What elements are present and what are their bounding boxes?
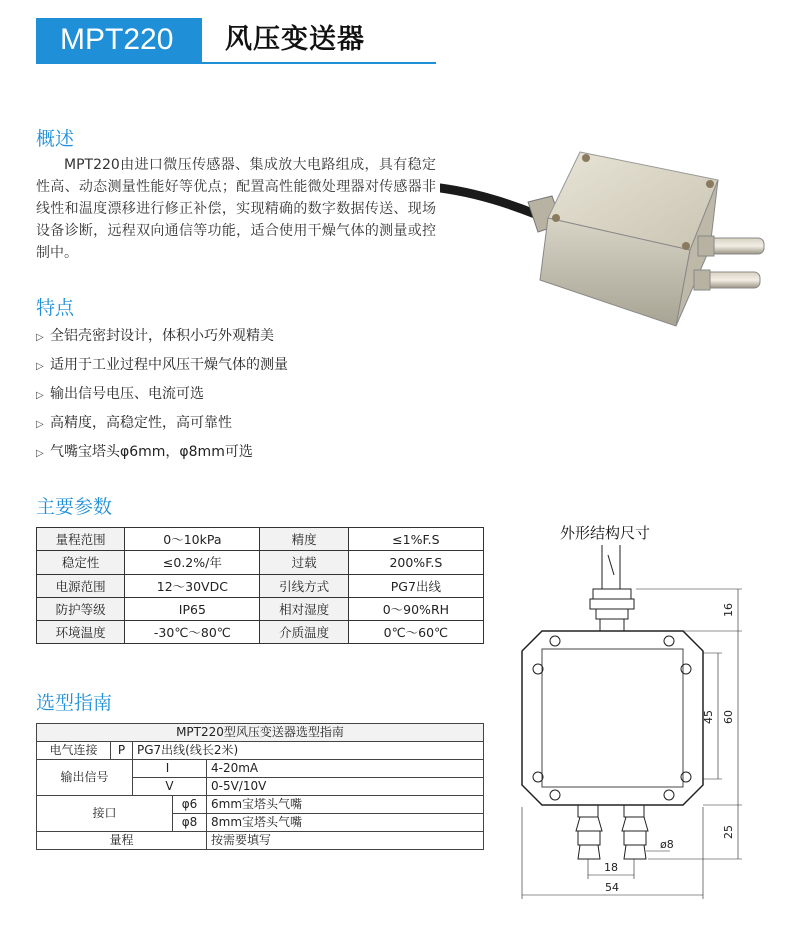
selection-table [36,723,484,850]
table-row: 环境温度 -30℃～80℃ 介质温度 0℃～60℃ [37,621,484,644]
bullet-triangle-icon: ▷ [36,332,44,343]
dim-54: 54 [605,881,619,894]
list-item: ▷ 高精度，高稳定性，高可靠性 [36,409,456,438]
dim-45: 45 [702,710,715,724]
table-row: 量程 按需要填写 [37,832,484,850]
bullet-triangle-icon: ▷ [36,448,44,459]
dim-18: 18 [604,861,618,874]
header-underline [36,62,436,64]
table-row: 量程范围 0～10kPa 精度 ≤1%F.S [37,528,484,551]
list-item: ▷ 适用于工业过程中风压干燥气体的测量 [36,351,456,380]
table-row: 输出信号 I 4-20mA [37,760,484,778]
list-item: ▷ 气嘴宝塔头φ6mm，φ8mm可选 [36,438,456,467]
dim-60: 60 [722,710,735,724]
list-item: ▷ 输出信号电压、电流可选 [36,380,456,409]
overview-heading: 概述 [36,128,75,150]
product-photo [440,140,770,340]
dim-diameter: ø8 [660,838,674,851]
selection-heading: 选型指南 [36,692,113,714]
feature-list [36,322,456,467]
dim-25: 25 [722,825,735,839]
bullet-triangle-icon: ▷ [36,419,44,430]
drawing-title: 外形结构尺寸 [560,524,651,542]
dimension-drawing [500,545,800,920]
table-row: 电气连接 P PG7出线(线长2米) [37,742,484,760]
table-row: 防护等级 IP65 相对湿度 0～90%RH [37,597,484,620]
params-table [36,527,484,644]
list-item: ▷ 全铝壳密封设计，体积小巧外观精美 [36,322,456,351]
bullet-triangle-icon: ▷ [36,361,44,372]
features-heading: 特点 [36,297,75,319]
dim-16: 16 [722,603,735,617]
table-row: 稳定性 ≤0.2%/年 过载 200%F.S [37,551,484,574]
table-row: 接口 φ6 6mm宝塔头气嘴 [37,796,484,814]
table-row: φ8 8mm宝塔头气嘴 [37,814,484,832]
table-row: V 0-5V/10V [37,778,484,796]
table-row: MPT220型风压变送器选型指南 [37,724,484,742]
bullet-triangle-icon: ▷ [36,390,44,401]
params-heading: 主要参数 [36,496,113,518]
product-title: 风压变送器 [225,24,365,55]
overview-text: MPT220由进口微压传感器、集成放大电路组成，具有稳定性高、动态测量性能好等优点；配置高性能微处理器对传感器非线性和温度漂移进行修正补偿，实现精确的数字数据传送、现场设备诊断，远程双向通信等功能，适合使用干燥气体的测量或控制中。 [36,157,436,261]
table-row: 电源范围 12～30VDC 引线方式 PG7出线 [37,574,484,597]
model-banner: MPT220 [36,18,202,62]
